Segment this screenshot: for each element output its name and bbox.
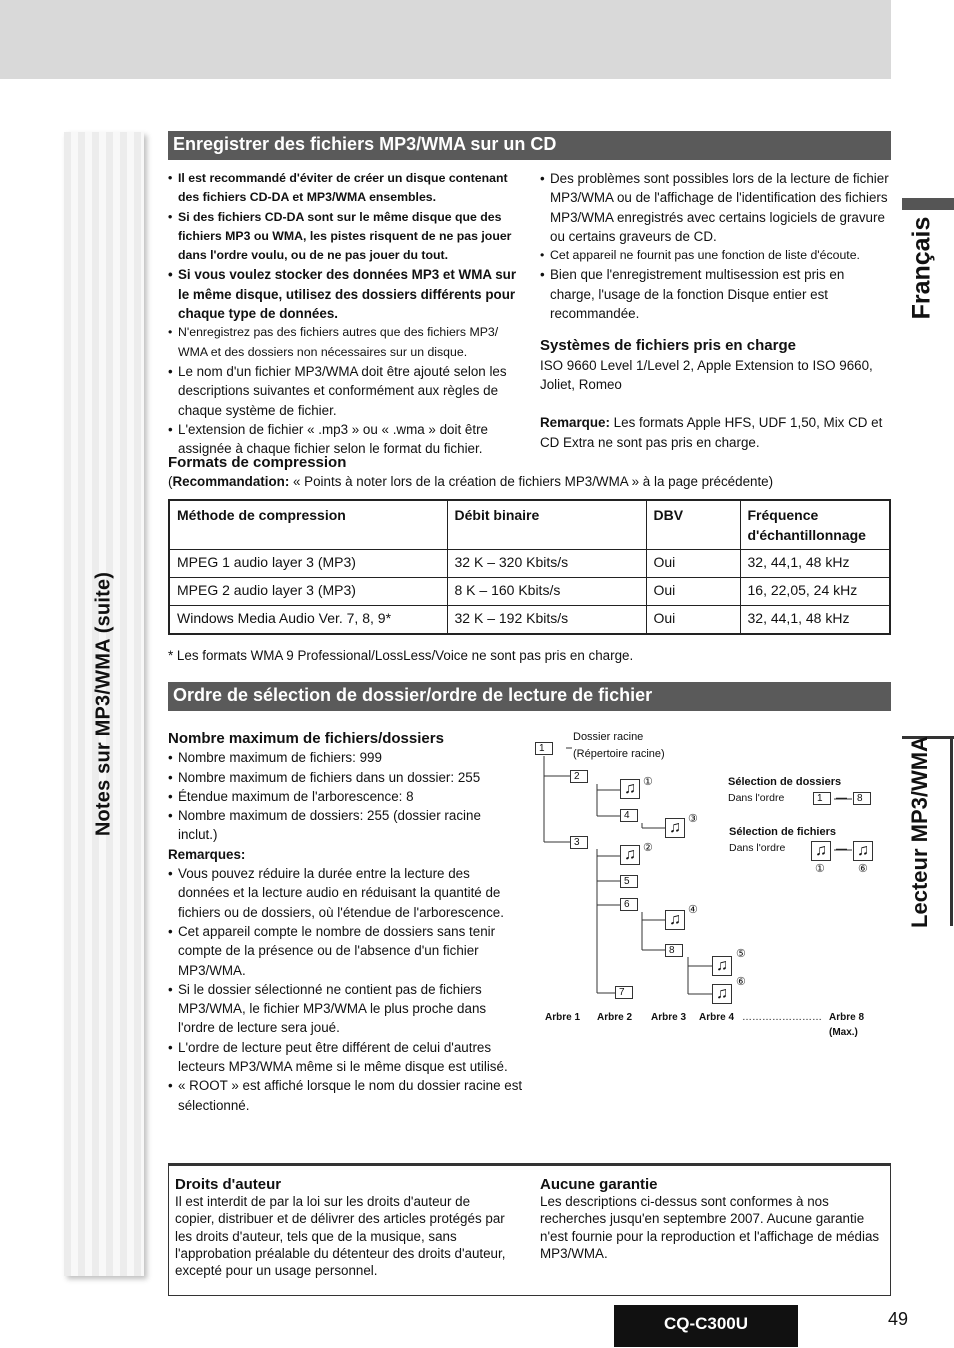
tree-level-8: Arbre 8 bbox=[829, 1012, 865, 1023]
recommendation-text: « Points à noter lors de la création de fichiers MP3/WMA » à la page précédente) bbox=[289, 474, 774, 489]
table-header-cell: Débit binaire bbox=[447, 500, 646, 550]
max-heading: Nombre maximum de fichiers/dossiers bbox=[168, 730, 444, 747]
folder-selection-title: Sélection de dossiers bbox=[728, 776, 842, 788]
file-mark-2: ② bbox=[643, 842, 653, 854]
music-note-icon: ♫ bbox=[620, 845, 640, 865]
formats-heading: Formats de compression bbox=[168, 454, 347, 471]
remark-label: Remarque: bbox=[540, 415, 610, 431]
range-dash: — bbox=[836, 843, 847, 855]
folder-selection-order: Dans l'ordre bbox=[728, 792, 785, 804]
list-item: • Si le dossier sélectionné ne contient pas de fichiers MP3/WMA, le fichier MP3/WMA le plus proche dans l'ordre de lecture sera joué. bbox=[168, 980, 523, 1038]
file-selection-title: Sélection de fichiers bbox=[729, 826, 836, 838]
tree-level-4: Arbre 4 bbox=[699, 1012, 735, 1023]
side-title: Notes sur MP3/WMA (suite) bbox=[92, 571, 115, 837]
list-item: • Bien que l'enregistrement multisession est pris en charge, l'usage de la fonction Disque entier est recommandée. bbox=[540, 265, 890, 323]
table-cell: 32, 44,1, 48 kHz bbox=[740, 606, 890, 634]
tree-level-ellipsis: …………………… bbox=[742, 1012, 822, 1023]
list-item: • Nombre maximum de dossiers: 255 (dossier racine inclut.) bbox=[168, 806, 523, 845]
list-item: • Des problèmes sont possibles lors de la lecture de fichier MP3/WMA ou de l'affichage de l'identification des fichiers MP3/WMA enregistrés avec certains logiciels de gravure ou certains graveurs de CD. bbox=[540, 169, 890, 246]
model-label: CQ-C300U bbox=[614, 1305, 798, 1347]
folder-2: 2 bbox=[570, 770, 588, 783]
folder-5: 5 bbox=[620, 875, 638, 888]
range-dash: — bbox=[836, 792, 847, 804]
root-label: Dossier racine bbox=[573, 731, 644, 743]
table-cell: Windows Media Audio Ver. 7, 8, 9* bbox=[169, 606, 447, 634]
table-header-cell: Méthode de compression bbox=[169, 500, 447, 550]
list-item: • Si des fichiers CD-DA sont sur le même disque que des fichiers MP3 ou WMA, les pistes risquent de ne pas jouer dans l'ordre voulu, ou de ne pas jouer du tout. bbox=[168, 208, 523, 266]
table-header-cell: Fréquence d'échantillonnage bbox=[740, 500, 890, 550]
folder-6: 6 bbox=[620, 898, 638, 911]
tree-level-max: (Max.) bbox=[829, 1027, 858, 1038]
table-cell: 32 K – 192 Kbits/s bbox=[447, 606, 646, 634]
section-tab: Lecteur MP3/WMA bbox=[907, 736, 932, 928]
music-note-icon: ♫ bbox=[811, 841, 831, 861]
systems-heading: Systèmes de fichiers pris en charge bbox=[540, 337, 796, 355]
folder-sel-to: 8 bbox=[853, 792, 871, 805]
table-cell: 32, 44,1, 48 kHz bbox=[740, 550, 890, 578]
formats-footnote: * Les formats WMA 9 Professional/LossLess/Voice ne sont pas pris en charge. bbox=[168, 648, 634, 663]
systems-text: ISO 9660 Level 1/Level 2, Apple Extension to ISO 9660, Joliet, Romeo bbox=[540, 357, 873, 392]
music-note-icon: ♫ bbox=[620, 779, 640, 799]
list-item: • Nombre maximum de fichiers dans un dossier: 255 bbox=[168, 768, 523, 787]
copyright-block bbox=[175, 1176, 510, 1279]
tree-level-3: Arbre 3 bbox=[651, 1012, 687, 1023]
table-header-cell: DBV bbox=[646, 500, 740, 550]
copyright-heading: Droits d'auteur bbox=[175, 1176, 282, 1193]
file-mark-1: ① bbox=[643, 776, 653, 788]
tree-level-1: Arbre 1 bbox=[545, 1012, 581, 1023]
section1-title: Enregistrer des fichiers MP3/WMA sur un CD bbox=[168, 131, 891, 160]
folder-1: 1 bbox=[535, 742, 553, 755]
list-item: • L'ordre de lecture peut être différent de celui d'autres lecteurs MP3/WMA même si le même disque est utilisé. bbox=[168, 1038, 523, 1077]
section2-title: Ordre de sélection de dossier/ordre de lecture de fichier bbox=[168, 682, 891, 711]
remarks-heading: Remarques: bbox=[168, 846, 246, 862]
file-mark-3: ③ bbox=[688, 813, 698, 825]
music-note-icon: ♫ bbox=[665, 818, 685, 838]
remark-text: Les formats Apple HFS, UDF 1,50, Mix CD et CD Extra ne sont pas pris en charge. bbox=[540, 415, 883, 450]
file-mark-4: ④ bbox=[688, 904, 698, 916]
recommendation-line: (Recommandation: « Points à noter lors de la création de fichiers MP3/WMA » à la page précédente) bbox=[168, 474, 774, 489]
table-cell: MPEG 2 audio layer 3 (MP3) bbox=[169, 578, 447, 606]
file-sel-from: ① bbox=[815, 863, 825, 875]
table-cell: 16, 22,05, 24 kHz bbox=[740, 578, 890, 606]
file-sel-to: ⑥ bbox=[858, 863, 868, 875]
folder-3: 3 bbox=[570, 836, 588, 849]
list-item: • N'enregistrez pas des fichiers autres que des fichiers MP3/ WMA et des dossiers non nécessaires sur un disque. bbox=[168, 323, 523, 362]
list-item: • Il est recommandé d'éviter de créer un disque contenant des fichiers CD-DA et MP3/WMA ensembles. bbox=[168, 169, 523, 208]
warranty-text: Les descriptions ci-dessus sont conformes à nos recherches jusqu'en septembre 2007. Aucune garantie n'est fournie pour la reproduction et l'affichage de médias MP3/WMA. bbox=[540, 1194, 880, 1261]
list-item: • Étendue maximum de l'arborescence: 8 bbox=[168, 787, 523, 806]
root-sublabel: (Répertoire racine) bbox=[573, 748, 665, 760]
music-note-icon: ♫ bbox=[712, 984, 732, 1004]
folder-7: 7 bbox=[615, 986, 633, 999]
copyright-text: Il est interdit de par la loi sur les droits d'auteur de copier, distribuer et de délivrer des articles protégés par les droits d'auteur, tels que de la musique, sans l'approbation préalable du détenteur des droits d'auteur, excepté pour un usage personnel. bbox=[175, 1194, 506, 1279]
table-cell: MPEG 1 audio layer 3 (MP3) bbox=[169, 550, 447, 578]
list-item: • Vous pouvez réduire la durée entre la lecture des données et la lecture audio en réduisant la quantité de fichiers ou de dossiers, où l'étendue de l'arborescence. bbox=[168, 864, 523, 922]
tree-level-2: Arbre 2 bbox=[597, 1012, 633, 1023]
warranty-block bbox=[540, 1176, 885, 1262]
music-note-icon: ♫ bbox=[665, 910, 685, 930]
file-selection-order: Dans l'ordre bbox=[729, 842, 786, 854]
page-number: 49 bbox=[888, 1309, 909, 1329]
list-item: • Le nom d'un fichier MP3/WMA doit être ajouté selon les descriptions suivantes et conformément aux règles de chaque système de fichier. bbox=[168, 362, 523, 420]
list-item: • L'extension de fichier « .mp3 » ou « .wma » doit être assignée à chaque fichier selon le format du fichier. bbox=[168, 420, 523, 459]
file-mark-5: ⑤ bbox=[736, 948, 746, 960]
list-item: • « ROOT » est affiché lorsque le nom du dossier racine est sélectionné. bbox=[168, 1076, 523, 1115]
folder-sel-from: 1 bbox=[813, 792, 831, 805]
list-item: • Cet appareil ne fournit pas une fonction de liste d'écoute. bbox=[540, 246, 890, 265]
warranty-heading: Aucune garantie bbox=[540, 1176, 658, 1193]
folder-8: 8 bbox=[665, 944, 683, 957]
list-item: • Si vous voulez stocker des données MP3 et WMA sur le même disque, utilisez des dossiers différents pour chaque type de données. bbox=[168, 265, 523, 323]
table-cell: 8 K – 160 Kbits/s bbox=[447, 578, 646, 606]
recommendation-label: Recommandation: bbox=[172, 474, 290, 489]
table-cell: Oui bbox=[646, 606, 740, 634]
file-mark-6: ⑥ bbox=[736, 976, 746, 988]
language-tab: Français bbox=[907, 216, 936, 320]
list-item: • Cet appareil compte le nombre de dossiers sans tenir compte de la présence ou de l'absence d'un fichier MP3/WMA. bbox=[168, 922, 523, 980]
list-item: • Nombre maximum de fichiers: 999 bbox=[168, 748, 523, 767]
music-note-icon: ♫ bbox=[712, 956, 732, 976]
table-cell: Oui bbox=[646, 550, 740, 578]
table-cell: 32 K – 320 Kbits/s bbox=[447, 550, 646, 578]
music-note-icon: ♫ bbox=[853, 841, 873, 861]
folder-4: 4 bbox=[620, 809, 638, 822]
table-cell: Oui bbox=[646, 578, 740, 606]
